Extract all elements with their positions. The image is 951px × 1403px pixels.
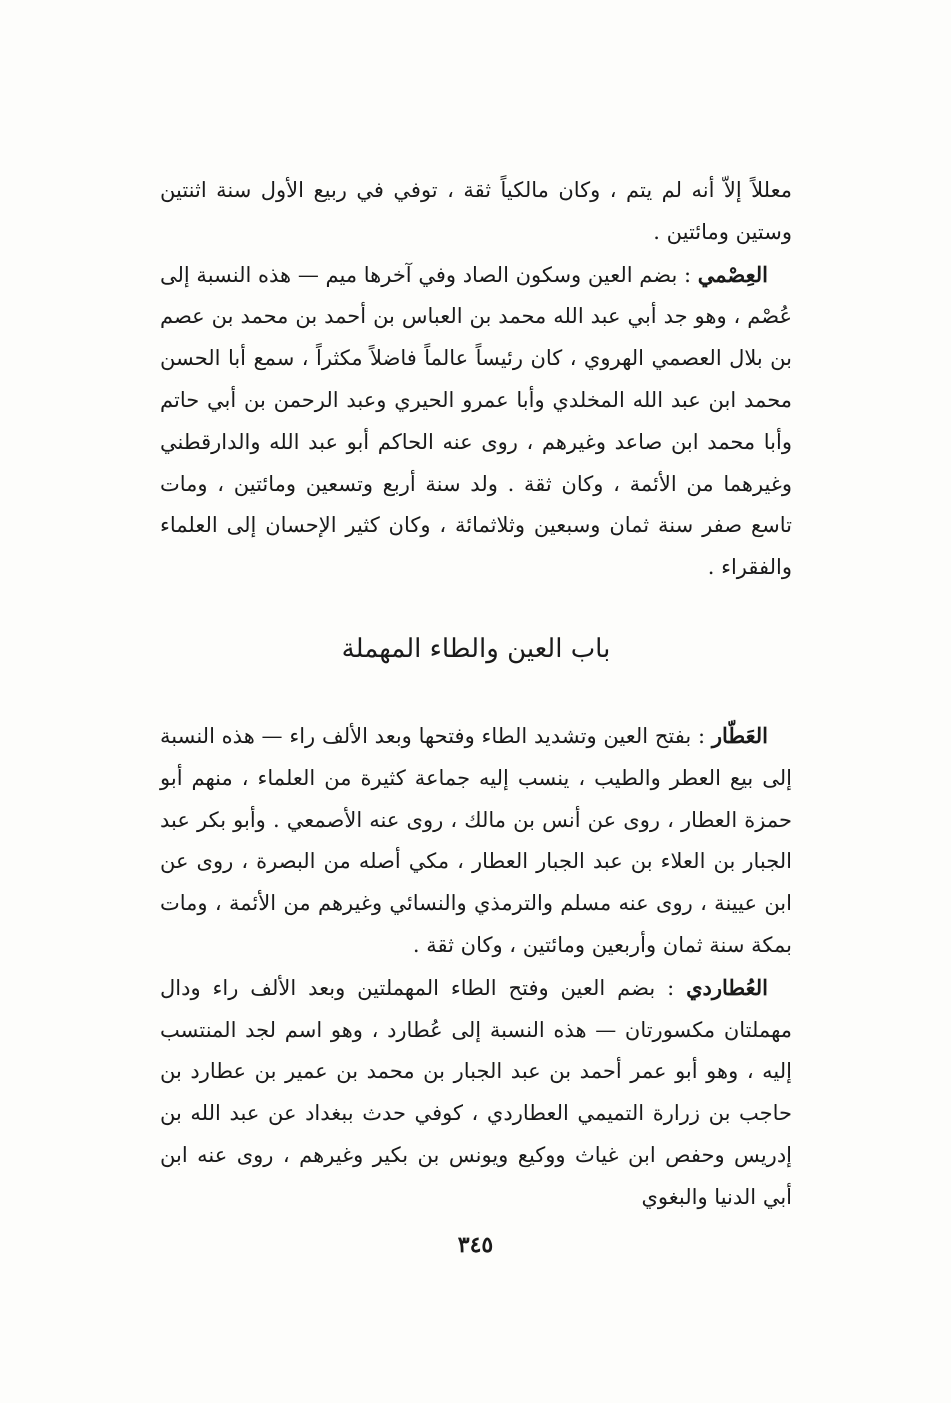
entry-body-attar: : بفتح العين وتشديد الطاء وفتحها وبعد الألف راء — هذه النسبة إلى بيع العطر والطيب ، ينسب إليه جماعة كثيرة من العلماء ، منهم أبو حمزة العطار ، روى عن أنس بن مالك ، روى عنه الأصمعي . وأبو بكر عبد الجبار بن العلاء بن عبد الجبار العطار ، مكي أصله من البصرة ، روى عن ابن عيينة ، روى عنه مسلم والترمذي والنسائي وغيرهم من الأئمة ، ومات بمكة سنة ثمان وأربعين ومائتين ، وكان ثقة . — [160, 724, 792, 957]
entry-term-utaridi: العُطاردي — [686, 974, 768, 1000]
text-block-top — [160, 170, 792, 589]
entry-utaridi — [160, 967, 792, 1219]
page-number: ٣٤٥ — [457, 1232, 494, 1258]
section-heading: باب العين والطاء المهملة — [341, 634, 611, 664]
entry-esmi — [160, 254, 792, 589]
entry-attar — [160, 715, 792, 967]
entry-term-attar: العَطّار — [711, 723, 768, 748]
text-block-bottom — [160, 715, 792, 1219]
paragraph-continuation: معللاً إلاّ أنه لم يتم ، وكان مالكياً ثقة ، توفي في ربيع الأول سنة اثنتين وستين ومائتين . — [160, 178, 792, 244]
entry-term-esmi: العِصْمي — [697, 261, 768, 287]
entry-body-esmi: : بضم العين وسكون الصاد وفي آخرها ميم — هذه النسبة إلى عُصْم ، وهو جد أبي عبد الله محمد بن العباس بن أحمد بن محمد بن عصم بن بلال العصمي الهروي ، كان رئيساً عالماً فاضلاً مكثراً ، سمع أبا الحسن محمد ابن عبد الله المخلدي وأبا عمرو الحيري وعبد الرحمن بن أبي حاتم وأبا محمد ابن صاعد وغيرهم ، روى عنه الحاكم أبو عبد الله والدارقطني وغيرهما من الأئمة ، وكان ثقة . ولد سنة أربع وتسعين ومائتين ، ومات تاسع صفر سنة ثمان وسبعين وثلاثمائة ، وكان كثير الإحسان إلى العلماء والفقراء . — [160, 262, 792, 580]
entry-body-utaridi: : بضم العين وفتح الطاء المهملتين وبعد الألف راء ودال مهملتان مكسورتان — هذه النسبة إلى عُطارد ، وهو اسم لجد المنتسب إليه ، وهو أبو عمر أحمد بن عبد الجبار بن محمد بن عمير بن عطارد بن حاجب بن زرارة التميمي العطاردي ، كوفي حدث ببغداد عن عبد الله بن إدريس وحفص ابن غياث ووكيع ويونس بن بكير وغيرهم ، روى عنه ابن أبي الدنيا والبغوي — [160, 975, 792, 1209]
